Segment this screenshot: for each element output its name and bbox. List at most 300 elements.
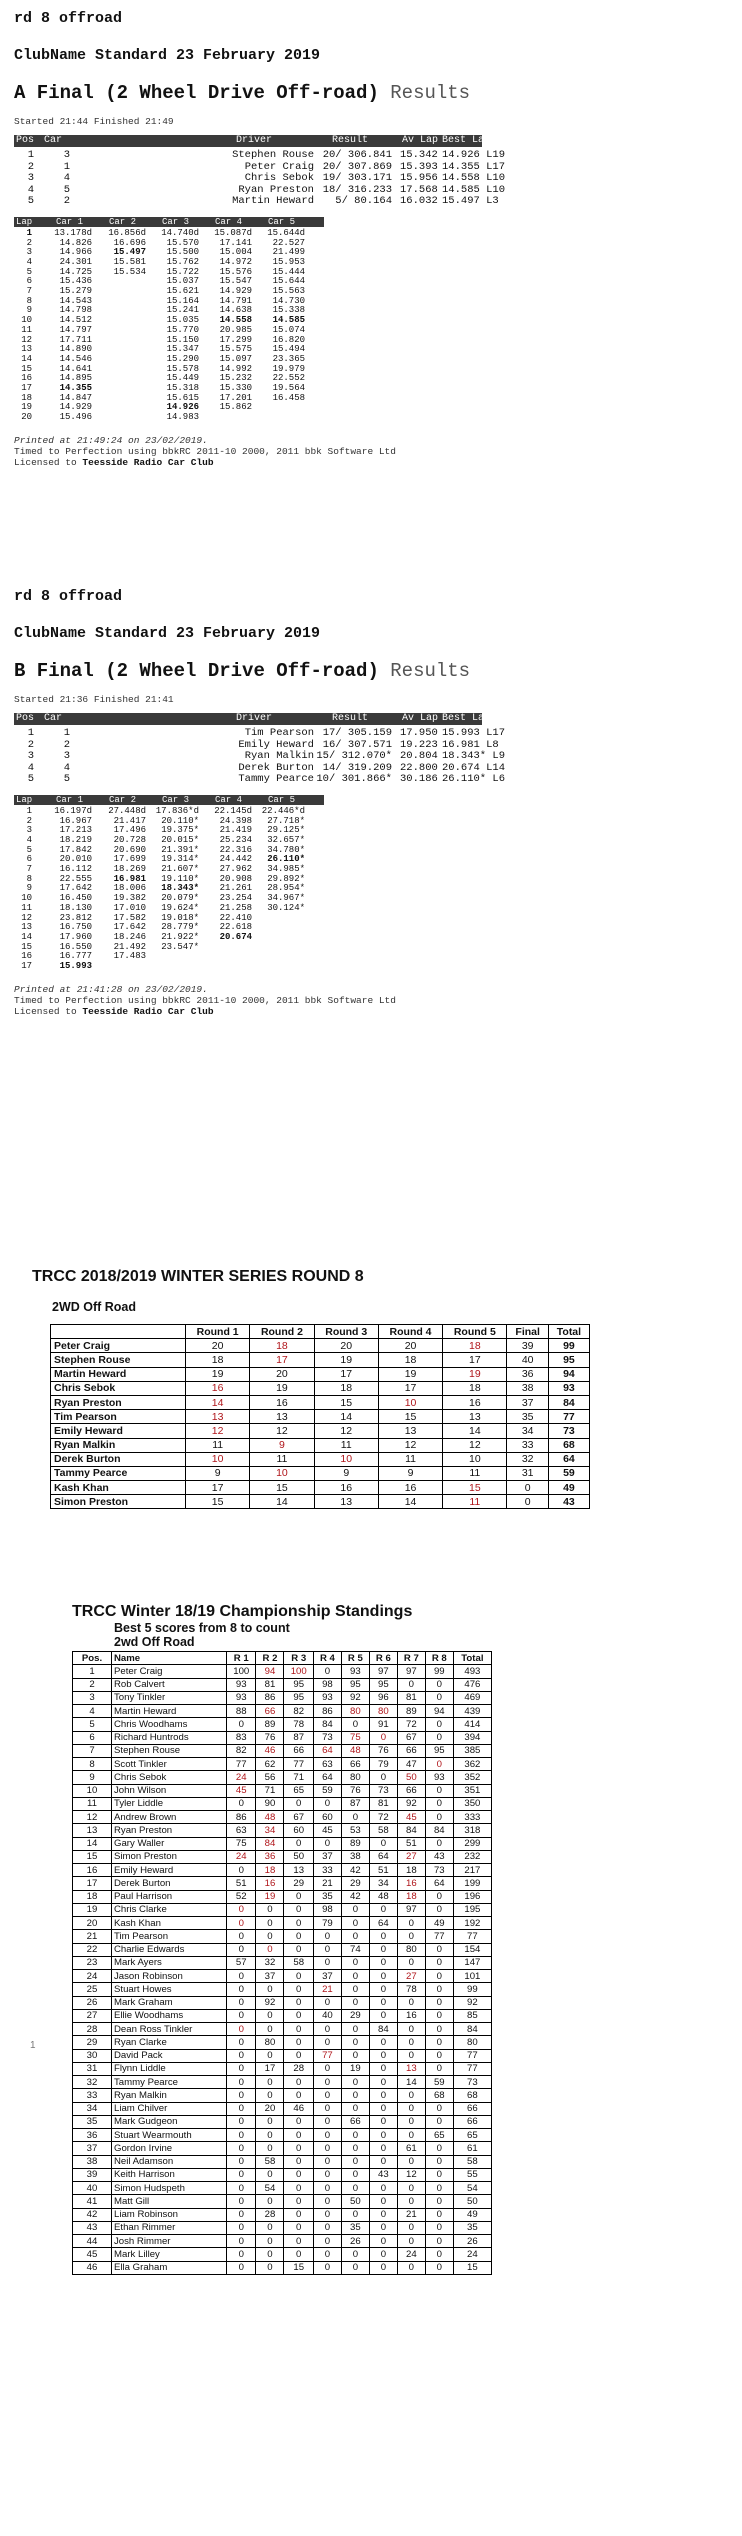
driver-name: John Wilson xyxy=(112,1784,227,1797)
score-cell: 0 xyxy=(425,1758,453,1771)
score-cell: 73 xyxy=(548,1424,589,1438)
score-cell: 46 xyxy=(256,1744,284,1757)
result-cell: 16/ 307.571 xyxy=(322,738,392,751)
standings-row xyxy=(73,2221,492,2234)
round8-row xyxy=(51,1438,590,1452)
lap-cell: 15 xyxy=(21,363,32,374)
round8-header-row xyxy=(51,1325,590,1339)
lap-cell: 15.318 xyxy=(166,382,199,393)
score-cell: 99 xyxy=(548,1339,589,1353)
score-cell: 0 xyxy=(284,2009,313,2022)
result-cell: 16.981 L8 xyxy=(442,738,499,751)
score-cell: 0 xyxy=(313,1996,341,2009)
position: 44 xyxy=(73,2235,112,2248)
driver-name: Scott Tinkler xyxy=(112,1758,227,1771)
score-cell: 0 xyxy=(341,2076,369,2089)
position: 39 xyxy=(73,2168,112,2181)
b-final-section xyxy=(14,588,734,1017)
a-final-results-table xyxy=(14,150,734,208)
score-cell: 15 xyxy=(186,1495,250,1509)
score-cell: 0 xyxy=(227,2155,256,2168)
b-final-results-word: Results xyxy=(390,660,471,682)
lap-cell: 15.087d xyxy=(214,227,252,238)
score-cell: 16 xyxy=(256,1877,284,1890)
lap-cell: 21.417 xyxy=(113,815,146,826)
score-cell: 98 xyxy=(313,1903,341,1916)
result-cell: 15.993 L17 xyxy=(442,727,506,739)
lap-cell: 24.301 xyxy=(59,257,92,268)
score-cell: 18 xyxy=(443,1339,507,1353)
score-cell: 97 xyxy=(397,1903,425,1916)
margin-mark: 1 xyxy=(30,2040,36,2051)
score-cell: 82 xyxy=(227,1744,256,1757)
score-cell: 86 xyxy=(313,1705,341,1718)
score-cell: 0 xyxy=(369,2076,397,2089)
score-cell: 14 xyxy=(250,1495,314,1509)
score-cell: 14 xyxy=(378,1495,442,1509)
score-cell: 0 xyxy=(369,2049,397,2062)
score-cell: 0 xyxy=(425,2221,453,2234)
lap-cell: 4 xyxy=(26,257,32,268)
lap-cell: 20.674 xyxy=(219,931,252,942)
result-cell: 1 xyxy=(27,149,34,161)
driver-name: Simon Preston xyxy=(112,1850,227,1863)
lap-cell: 20.010 xyxy=(59,854,92,865)
lap-cell: 22.618 xyxy=(219,922,252,933)
score-cell: 71 xyxy=(284,1771,313,1784)
score-cell: 97 xyxy=(369,1665,397,1678)
lap-cell: 20 xyxy=(21,412,32,423)
score-cell: 0 xyxy=(227,2089,256,2102)
score-cell: 20 xyxy=(314,1339,378,1353)
position: 35 xyxy=(73,2115,112,2128)
score-cell: 51 xyxy=(369,1864,397,1877)
score-cell: 0 xyxy=(341,2049,369,2062)
score-cell: 61 xyxy=(453,2142,491,2155)
position: 22 xyxy=(73,1943,112,1956)
lap-cell: 14.798 xyxy=(59,305,92,316)
result-cell: 5 xyxy=(63,183,70,196)
lap-cell: 16.750 xyxy=(59,922,92,933)
score-cell: 66 xyxy=(453,2115,491,2128)
score-cell: 58 xyxy=(284,1956,313,1969)
lap-cell: 16.820 xyxy=(272,334,305,345)
standings-section xyxy=(72,1603,742,2275)
score-cell: 11 xyxy=(378,1452,442,1466)
standings-col-header: R 4 xyxy=(313,1652,341,1665)
licensed-prefix: Licensed to xyxy=(14,456,83,468)
lap-hdr-lap: Lap xyxy=(16,216,33,227)
lap-cell: 15.074 xyxy=(272,324,305,335)
driver-name: Ethan Rimmer xyxy=(112,2221,227,2234)
round8-col-header: Round 5 xyxy=(443,1325,507,1339)
lap-cell: 26.110* xyxy=(267,854,305,865)
standings-row xyxy=(73,2195,492,2208)
a-final-timed: Timed to Perfection using bbkRC 2011-10 2000, 2011 bbk Software Ltd xyxy=(14,445,396,457)
score-cell: 0 xyxy=(313,2089,341,2102)
score-cell: 19 xyxy=(250,1381,314,1395)
lap-row xyxy=(14,952,734,962)
lap-cell: 9 xyxy=(26,883,32,894)
standings-row xyxy=(73,1718,492,1731)
score-cell: 0 xyxy=(227,2062,256,2075)
score-cell: 0 xyxy=(369,2102,397,2115)
lap-cell: 15.150 xyxy=(166,334,199,345)
score-cell: 0 xyxy=(284,1930,313,1943)
result-cell: 17.568 xyxy=(400,183,438,196)
score-cell: 40 xyxy=(313,2009,341,2022)
driver-name: Ryan Clarke xyxy=(112,2036,227,2049)
lap-cell: 20.728 xyxy=(113,835,146,846)
score-cell: 0 xyxy=(341,1718,369,1731)
driver-name: Martin Heward xyxy=(51,1367,186,1381)
lap-cell: 15.762 xyxy=(166,257,199,268)
hdr-driver: Driver xyxy=(236,135,273,146)
position: 38 xyxy=(73,2155,112,2168)
score-cell: 14 xyxy=(397,2076,425,2089)
score-cell: 52 xyxy=(227,1890,256,1903)
round8-col-header: Round 2 xyxy=(250,1325,314,1339)
standings-row xyxy=(73,2248,492,2261)
result-cell: 19/ 303.171 xyxy=(322,172,392,185)
lap-cell: 21.499 xyxy=(272,247,305,258)
hdr-bestlap: Best Lap xyxy=(442,135,491,146)
lap-cell: 15.615 xyxy=(166,392,199,403)
score-cell: 35 xyxy=(313,1890,341,1903)
score-cell: 0 xyxy=(227,2009,256,2022)
standings-row xyxy=(73,1956,492,1969)
driver-name: Dean Ross Tinkler xyxy=(112,2023,227,2036)
score-cell: 0 xyxy=(397,1996,425,2009)
score-cell: 10 xyxy=(378,1395,442,1409)
score-cell: 0 xyxy=(227,1864,256,1877)
driver-name: Gary Waller xyxy=(112,1837,227,1850)
score-cell: 43 xyxy=(548,1495,589,1509)
lap-cell: 10 xyxy=(21,315,32,326)
position: 11 xyxy=(73,1797,112,1810)
score-cell: 18 xyxy=(314,1381,378,1395)
lap-cell: 15.444 xyxy=(272,266,305,277)
lap-cell: 14.926 xyxy=(166,402,199,413)
score-cell: 77 xyxy=(227,1758,256,1771)
lap-cell: 11 xyxy=(21,324,32,335)
position: 42 xyxy=(73,2208,112,2221)
result-cell: 19.223 xyxy=(400,738,438,751)
result-cell: 22.800 xyxy=(400,761,438,774)
score-cell: 9 xyxy=(378,1466,442,1480)
score-cell: 0 xyxy=(397,2036,425,2049)
standings-row xyxy=(73,2049,492,2062)
position: 2 xyxy=(73,1678,112,1691)
score-cell: 13 xyxy=(378,1424,442,1438)
score-cell: 36 xyxy=(256,1850,284,1863)
round8-col-header: Round 3 xyxy=(314,1325,378,1339)
lap-cell: 8 xyxy=(26,873,32,884)
score-cell: 0 xyxy=(397,2261,425,2274)
lap-row xyxy=(14,306,734,316)
lap-cell: 14.966 xyxy=(59,247,92,258)
driver-name: Rob Calvert xyxy=(112,1678,227,1691)
score-cell: 29 xyxy=(341,2009,369,2022)
result-cell: 2 xyxy=(63,195,70,208)
score-cell: 147 xyxy=(453,1956,491,1969)
lap-cell: 14.512 xyxy=(59,315,92,326)
score-cell: 84 xyxy=(548,1395,589,1409)
round8-row xyxy=(51,1452,590,1466)
score-cell: 0 xyxy=(425,1797,453,1810)
score-cell: 0 xyxy=(369,1731,397,1744)
lap-cell: 34.967* xyxy=(267,893,305,904)
score-cell: 95 xyxy=(284,1678,313,1691)
score-cell: 0 xyxy=(284,2115,313,2128)
score-cell: 0 xyxy=(341,2129,369,2142)
score-cell: 64 xyxy=(313,1744,341,1757)
lap-cell: 20.015* xyxy=(161,835,199,846)
score-cell: 64 xyxy=(369,1850,397,1863)
lap-cell: 15.338 xyxy=(272,305,305,316)
score-cell: 63 xyxy=(227,1824,256,1837)
score-cell: 0 xyxy=(256,2115,284,2128)
score-cell: 0 xyxy=(256,2049,284,2062)
position: 30 xyxy=(73,2049,112,2062)
result-cell: 18/ 316.233 xyxy=(322,183,392,196)
score-cell: 0 xyxy=(369,2142,397,2155)
lap-cell: 14.972 xyxy=(219,257,252,268)
lap-cell: 2 xyxy=(26,237,32,248)
lap-cell: 12 xyxy=(21,334,32,345)
lap-cell: 15.347 xyxy=(166,344,199,355)
score-cell: 35 xyxy=(507,1410,548,1424)
score-cell: 0 xyxy=(369,2195,397,2208)
score-cell: 10 xyxy=(314,1452,378,1466)
lap-cell: 16.696 xyxy=(113,237,146,248)
score-cell: 49 xyxy=(548,1481,589,1495)
score-cell: 0 xyxy=(397,1930,425,1943)
round8-row xyxy=(51,1481,590,1495)
score-cell: 0 xyxy=(256,2023,284,2036)
result-cell: 17/ 305.159 xyxy=(322,727,392,739)
score-cell: 33 xyxy=(507,1438,548,1452)
result-cell: 1 xyxy=(27,727,34,739)
standings-row xyxy=(73,2076,492,2089)
lap-row xyxy=(14,336,734,346)
score-cell: 75 xyxy=(227,1837,256,1850)
lap-cell: 17.582 xyxy=(113,912,146,923)
standings-row xyxy=(73,2115,492,2128)
lap-row xyxy=(14,326,734,336)
score-cell: 9 xyxy=(250,1438,314,1452)
standings-row xyxy=(73,2208,492,2221)
score-cell: 0 xyxy=(397,2129,425,2142)
result-cell: 3 xyxy=(63,750,70,763)
position: 6 xyxy=(73,1731,112,1744)
b-hdr-bestlap: Best Lap xyxy=(442,713,491,724)
score-cell: 10 xyxy=(443,1452,507,1466)
score-cell: 0 xyxy=(425,2168,453,2181)
score-cell: 12 xyxy=(443,1438,507,1452)
lap-cell: 14.641 xyxy=(59,363,92,374)
score-cell: 24 xyxy=(227,1771,256,1784)
position: 15 xyxy=(73,1850,112,1863)
score-cell: 13 xyxy=(314,1495,378,1509)
position: 27 xyxy=(73,2009,112,2022)
driver-name: Martin Heward xyxy=(112,1705,227,1718)
position: 32 xyxy=(73,2076,112,2089)
score-cell: 27 xyxy=(397,1970,425,1983)
score-cell: 21 xyxy=(313,1983,341,1996)
lap-cell: 15.330 xyxy=(219,382,252,393)
lap-cell: 21.419 xyxy=(219,825,252,836)
round8-row xyxy=(51,1424,590,1438)
score-cell: 0 xyxy=(256,2221,284,2234)
result-cell: 26.110* L6 xyxy=(442,773,506,786)
score-cell: 16 xyxy=(443,1395,507,1409)
score-cell: 100 xyxy=(284,1665,313,1678)
score-cell: 88 xyxy=(227,1705,256,1718)
lap-cell: 15.232 xyxy=(219,373,252,384)
lap-cell: 17.201 xyxy=(219,392,252,403)
position: 29 xyxy=(73,2036,112,2049)
score-cell: 0 xyxy=(341,1917,369,1930)
score-cell: 74 xyxy=(341,1943,369,1956)
lap-cell: 5 xyxy=(26,844,32,855)
round8-table xyxy=(50,1324,590,1509)
lap-cell: 22.316 xyxy=(219,844,252,855)
position: 14 xyxy=(73,1837,112,1850)
score-cell: 0 xyxy=(227,2036,256,2049)
score-cell: 28 xyxy=(284,2062,313,2075)
lap-cell: 17.483 xyxy=(113,951,146,962)
a-final-lap-header xyxy=(14,217,324,227)
score-cell: 0 xyxy=(369,2062,397,2075)
score-cell: 13 xyxy=(284,1864,313,1877)
score-cell: 0 xyxy=(256,1930,284,1943)
standings-row xyxy=(73,1996,492,2009)
score-cell: 0 xyxy=(369,1903,397,1916)
score-cell: 15 xyxy=(250,1481,314,1495)
score-cell: 0 xyxy=(284,2155,313,2168)
standings-row xyxy=(73,1771,492,1784)
position: 21 xyxy=(73,1930,112,1943)
b-licensed-club: Teesside Radio Car Club xyxy=(82,1005,214,1017)
lap-cell: 16 xyxy=(21,951,32,962)
score-cell: 469 xyxy=(453,1691,491,1704)
hdr-car: Car xyxy=(44,135,63,146)
driver-name: Josh Rimmer xyxy=(112,2235,227,2248)
score-cell: 16 xyxy=(250,1395,314,1409)
score-cell: 0 xyxy=(397,2221,425,2234)
score-cell: 34 xyxy=(256,1824,284,1837)
score-cell: 333 xyxy=(453,1811,491,1824)
score-cell: 0 xyxy=(425,2248,453,2261)
score-cell: 18 xyxy=(397,1864,425,1877)
driver-name: Kash Khan xyxy=(51,1481,186,1495)
score-cell: 94 xyxy=(548,1367,589,1381)
lap-cell: 23.812 xyxy=(59,912,92,923)
score-cell: 0 xyxy=(256,1917,284,1930)
score-cell: 0 xyxy=(425,1691,453,1704)
score-cell: 0 xyxy=(256,2076,284,2089)
result-cell: 20.804 xyxy=(400,750,438,763)
lap-cell: 20.110* xyxy=(161,815,199,826)
b-final-results-table xyxy=(14,728,734,786)
lap-cell: 34.780* xyxy=(267,844,305,855)
score-cell: 66 xyxy=(397,1784,425,1797)
result-cell: 4 xyxy=(27,183,34,196)
result-cell: 4 xyxy=(63,761,70,774)
lap-cell: 2 xyxy=(26,815,32,826)
standings-row xyxy=(73,2009,492,2022)
result-cell: 20/ 306.841 xyxy=(322,149,392,161)
score-cell: 0 xyxy=(284,2142,313,2155)
score-cell: 75 xyxy=(341,1731,369,1744)
score-cell: 45 xyxy=(397,1811,425,1824)
standings-row xyxy=(73,1758,492,1771)
standings-row xyxy=(73,1877,492,1890)
position: 9 xyxy=(73,1771,112,1784)
score-cell: 17 xyxy=(378,1381,442,1395)
score-cell: 37 xyxy=(507,1395,548,1409)
score-cell: 19 xyxy=(186,1367,250,1381)
b-hdr-pos: Pos xyxy=(16,713,35,724)
score-cell: 192 xyxy=(453,1917,491,1930)
score-cell: 19 xyxy=(341,2062,369,2075)
standings-row xyxy=(73,1678,492,1691)
lap-cell: 15.575 xyxy=(219,344,252,355)
standings-row xyxy=(73,1797,492,1810)
score-cell: 0 xyxy=(507,1495,548,1509)
score-cell: 0 xyxy=(425,2009,453,2022)
result-cell: 1 xyxy=(63,160,70,173)
score-cell: 0 xyxy=(425,2195,453,2208)
position: 36 xyxy=(73,2129,112,2142)
standings-row xyxy=(73,1890,492,1903)
lap-cell: 22.410 xyxy=(219,912,252,923)
score-cell: 0 xyxy=(369,2115,397,2128)
driver-name: Ryan Malkin xyxy=(51,1438,186,1452)
score-cell: 0 xyxy=(227,2115,256,2128)
score-cell: 89 xyxy=(397,1705,425,1718)
score-cell: 19 xyxy=(378,1367,442,1381)
score-cell: 50 xyxy=(453,2195,491,2208)
round8-col-header: Total xyxy=(548,1325,589,1339)
score-cell: 51 xyxy=(397,1837,425,1850)
meeting-round-label: rd 8 offroad xyxy=(14,10,123,27)
score-cell: 0 xyxy=(284,2208,313,2221)
score-cell: 0 xyxy=(227,2129,256,2142)
score-cell: 362 xyxy=(453,1758,491,1771)
hdr-pos: Pos xyxy=(16,135,35,146)
score-cell: 0 xyxy=(284,2036,313,2049)
lap-hdr-car2: Car 2 xyxy=(109,216,137,227)
score-cell: 0 xyxy=(313,1665,341,1678)
lap-cell: 16.450 xyxy=(59,893,92,904)
lap-cell: 13 xyxy=(21,922,32,933)
a-final-printed: Printed at 21:49:24 on 23/02/2019. xyxy=(14,434,208,446)
score-cell: 60 xyxy=(313,1811,341,1824)
lap-cell: 15.241 xyxy=(166,305,199,316)
lap-cell: 24.442 xyxy=(219,854,252,865)
score-cell: 0 xyxy=(369,1771,397,1784)
lap-cell: 14 xyxy=(21,931,32,942)
score-cell: 0 xyxy=(425,1996,453,2009)
score-cell: 0 xyxy=(313,2261,341,2274)
standings-col-header: Total xyxy=(453,1652,491,1665)
score-cell: 0 xyxy=(313,2062,341,2075)
lap-cell: 17.711 xyxy=(59,334,92,345)
score-cell: 92 xyxy=(397,1797,425,1810)
score-cell: 82 xyxy=(284,1705,313,1718)
